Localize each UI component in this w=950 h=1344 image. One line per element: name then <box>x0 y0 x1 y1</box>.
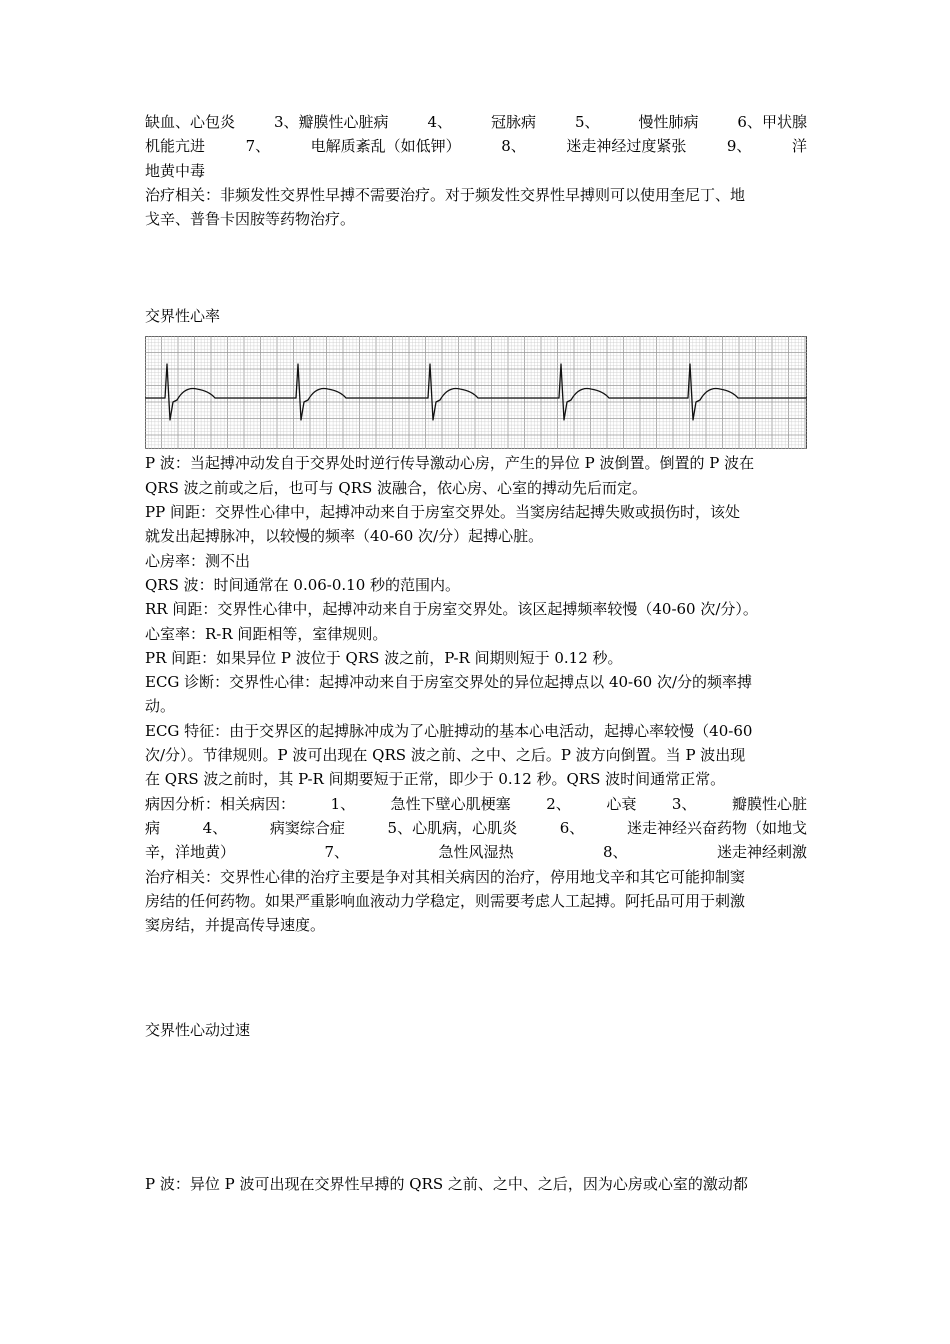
text-segment: 洋 <box>791 137 807 156</box>
text-segment: RR 间距：交界性心律中，起搏冲动来自于房室交界处。该区起搏频率较慢（40-60 次/分）。 <box>145 600 758 619</box>
text-line <box>145 159 807 183</box>
text-line <box>145 524 807 548</box>
text-segment: 动。 <box>145 697 176 716</box>
section-title-junctional-rhythm: 交界性心率 <box>145 307 221 326</box>
text-line <box>145 110 807 134</box>
text-segment: ECG 诊断：交界性心律：起搏冲动来自于房室交界处的异位起搏点以 40-60 次/分的频率搏 <box>145 673 753 692</box>
text-line <box>145 622 807 646</box>
text-segment: 6、 <box>559 818 585 837</box>
text-line <box>145 500 807 524</box>
text-line <box>145 476 807 500</box>
text-segment: 次/分）。节律规则。P 波可出现在 QRS 波之前、之中、之后。P 波方向倒置。当 P 波出现 <box>145 746 746 765</box>
text-segment: 4、 <box>427 113 453 131</box>
text-line <box>145 743 807 767</box>
text-segment: 4、 <box>202 818 228 837</box>
text-line <box>145 183 807 207</box>
text-segment: 3、 <box>671 794 697 813</box>
text-line <box>145 719 807 743</box>
section-junctional-tachycardia-text <box>145 1172 807 1196</box>
spacer <box>145 1050 807 1172</box>
text-line <box>145 646 807 670</box>
text-line <box>145 840 807 864</box>
text-line <box>145 816 807 840</box>
text-segment: 8、 <box>501 137 526 156</box>
text-segment: 治疗相关：非频发性交界性早搏不需要治疗。对于频发性交界性早搏则可以使用奎尼丁、地 <box>145 185 746 204</box>
text-segment: 7、 <box>324 843 350 862</box>
text-segment: 8、 <box>602 843 628 862</box>
text-segment: PP 间距：交界性心律中，起搏冲动来自于房室交界处。当窦房结起搏失败或损伤时，该处 <box>145 503 740 522</box>
text-line <box>145 451 807 475</box>
text-segment: 急性风湿热 <box>438 843 514 862</box>
text-segment: 冠脉病 <box>490 113 536 131</box>
text-segment: 7、 <box>245 137 271 156</box>
text-segment: ECG 特征：由于交界区的起搏脉冲成为了心脏搏动的基本心电活动，起搏心率较慢（40-60 <box>145 721 753 740</box>
text-line <box>145 549 807 573</box>
text-segment: PR 间距：如果异位 P 波位于 QRS 波之前，P-R 间期则短于 0.12 秒。 <box>145 648 623 667</box>
text-segment: 6、甲状腺 <box>737 113 807 131</box>
text-segment: QRS 波：时间通常在 0.06-0.10 秒的范围内。 <box>145 575 461 594</box>
text-segment: 心室率：R-R 间距相等，室律规则。 <box>145 624 388 643</box>
text-line <box>145 670 807 694</box>
text-segment: 瓣膜性心脏 <box>731 794 807 813</box>
ecg-strip-junctional-rhythm <box>145 336 807 449</box>
text-segment: 迷走神经兴奋药物（如地戈 <box>626 818 807 837</box>
text-segment: 戈辛、普鲁卡因胺等药物治疗。 <box>145 210 356 229</box>
ecg-strip-image <box>145 336 807 449</box>
text-line <box>145 597 807 621</box>
text-segment: P 波：异位 P 波可出现在交界性早搏的 QRS 之前、之中、之后，因为心房或心室的激动都 <box>145 1175 748 1194</box>
text-segment: 5、 <box>574 113 600 131</box>
text-segment: 缺血、心包炎 <box>145 113 236 131</box>
text-line <box>145 573 807 597</box>
spacer <box>145 937 807 1018</box>
text-segment: 病 <box>145 818 161 837</box>
text-line <box>145 913 807 937</box>
text-segment: 急性下壁心肌梗塞 <box>390 794 511 813</box>
text-segment: 就发出起搏脉冲，以较慢的频率（40-60 次/分）起搏心脏。 <box>145 527 544 546</box>
text-segment: 2、 <box>546 794 571 813</box>
text-line <box>145 207 807 231</box>
text-segment: P 波：当起搏冲动发自于交界处时逆行传导激动心房，产生的异位 P 波倒置。倒置的 P 波在 <box>145 454 755 473</box>
text-segment: 电解质紊乱（如低钾） <box>310 137 461 156</box>
text-segment: 病因分析：相关病因： <box>145 794 296 813</box>
text-segment: 病窦综合症 <box>269 818 345 837</box>
text-segment: 地黄中毒 <box>145 161 206 180</box>
text-line <box>145 889 807 913</box>
text-segment: 1、 <box>330 794 356 813</box>
text-line <box>145 1172 807 1196</box>
text-segment: 心房率：测不出 <box>145 551 251 570</box>
text-line <box>145 792 807 816</box>
text-line <box>145 134 807 158</box>
text-segment: 窦房结，并提高传导速度。 <box>145 916 326 935</box>
text-segment: 机能亢进 <box>145 137 206 156</box>
text-segment: 房结的任何药物。如果严重影响血液动力学稳定，则需要考虑人工起搏。阿托品可用于刺激 <box>145 891 746 910</box>
text-line <box>145 865 807 889</box>
text-segment: 在 QRS 波之前时，其 P-R 间期要短于正常，即少于 0.12 秒。QRS 波时间通常正常。 <box>145 770 726 789</box>
text-line <box>145 767 807 791</box>
spacer <box>145 231 807 304</box>
text-segment: 辛，洋地黄） <box>145 843 236 862</box>
text-segment: 迷走神经刺激 <box>716 843 807 862</box>
text-segment: 5、心肌病，心肌炎 <box>387 818 518 837</box>
document-page <box>145 110 807 1197</box>
text-segment: 慢性肺病 <box>638 113 699 131</box>
text-segment: 迷走神经过度紧张 <box>566 137 687 156</box>
text-segment: 治疗相关：交界性心律的治疗主要是争对其相关病因的治疗，停用地戈辛和其它可能抑制窦 <box>145 867 746 886</box>
text-segment: QRS 波之前或之后，也可与 QRS 波融合，依心房、心室的搏动先后而定。 <box>145 478 648 497</box>
text-segment: 3、瓣膜性心脏病 <box>273 113 389 131</box>
text-segment: 9、 <box>726 137 752 156</box>
section-junctional-premature-text <box>145 110 807 231</box>
section-title-junctional-tachycardia: 交界性心动过速 <box>145 1021 251 1040</box>
text-segment: 心衰 <box>606 794 637 813</box>
text-line <box>145 694 807 718</box>
section-junctional-rhythm-text <box>145 451 807 937</box>
